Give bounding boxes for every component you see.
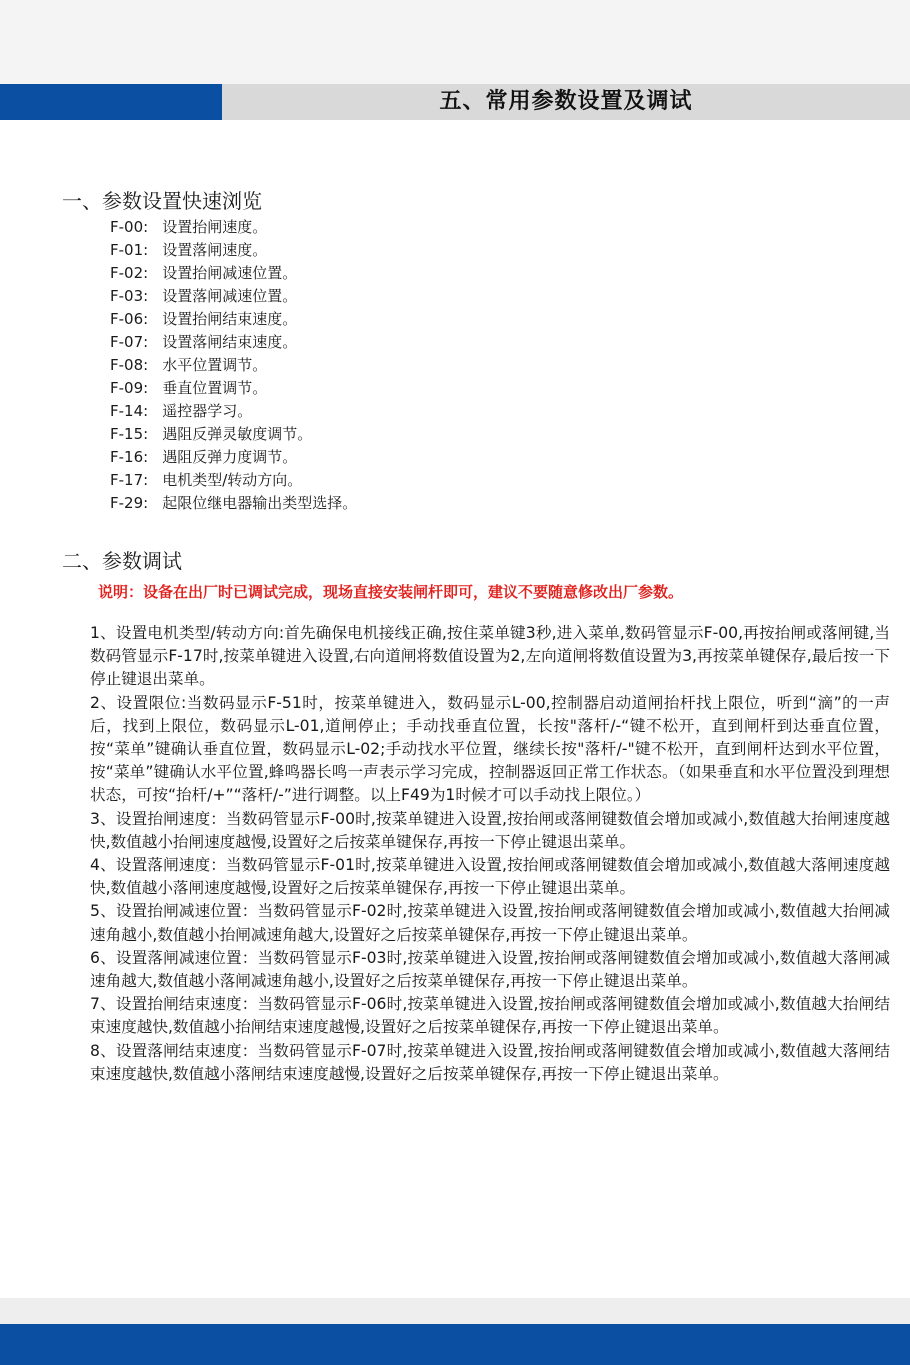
top-stripe (0, 0, 910, 84)
param-item (110, 239, 357, 262)
param-item (110, 400, 357, 423)
param-item (110, 469, 357, 492)
step-paragraph: 8、设置落闸结束速度：当数码管显示F-07时,按菜单键进入设置,按抬闸或落闸键数值会增加或减小,数值越大落闸结束速度越快,数值越小落闸结束速度越慢,设置好之后按菜单键保存,再按一下停止键退出菜单。 (90, 1041, 890, 1083)
notice-text: 说明：设备在出厂时已调试完成，现场直接安装闸杆即可，建议不要随意修改出厂参数。 (98, 583, 684, 601)
param-desc: 水平位置调节。 (162, 356, 268, 374)
param-desc: 电机类型/转动方向。 (162, 471, 303, 489)
param-code: F-08: (110, 356, 149, 374)
param-code: F-17: (110, 471, 149, 489)
param-desc: 设置落闸速度。 (162, 241, 268, 259)
step-paragraph: 1、设置电机类型/转动方向:首先确保电机接线正确,按住菜单键3秒,进入菜单,数码管显示F-00,再按抬闸或落闸键,当数码管显示F-17时,按菜单键进入设置,右向道闸将数值设置为2,左向道闸将数值设置为3,再按菜单键保存,最后按一下停止键退出菜单。 (90, 624, 890, 689)
section-heading-quick-browse: 一、参数设置快速浏览 (62, 189, 262, 213)
param-item (110, 446, 357, 469)
param-item (110, 377, 357, 400)
param-list (110, 216, 357, 515)
param-desc: 设置落闸减速位置。 (162, 287, 298, 305)
step-paragraph: 2、设置限位:当数码显示F-51时，按菜单键进入，数码显示L-00,控制器启动道闸抬杆找上限位，听到“滴”的一声后，找到上限位，数码显示L-01,道闸停止；手动找垂直位置，长按"落杆/-“键不松开，直到闸杆到达垂直位置，按“菜单”键确认垂直位置，数码显示L-02;手动找水平位置，继续长按"落杆/-"键不松开，直到闸杆达到水平位置，按“菜单”键确认水平位置,蜂鸣器长鸣一声表示学习完成，控制器返回正常工作状态。（如果垂直和水平位置没到理想状态，可按“抬杆/+”“落杆/-”进行调整。以上F49为1时候才可以手动找上限位。） (90, 693, 890, 805)
param-desc: 设置抬闸结束速度。 (162, 310, 298, 328)
param-item (110, 308, 357, 331)
header-blue-bar (0, 84, 222, 120)
param-desc: 遇阻反弹灵敏度调节。 (162, 425, 313, 443)
param-item (110, 216, 357, 239)
step-paragraph: 5、设置抬闸减速位置：当数码管显示F-02时,按菜单键进入设置,按抬闸或落闸键数值会增加或减小,数值越大抬闸减速角越小,数值越小抬闸减速角越大,设置好之后按菜单键保存,再按一下停止键退出菜单。 (90, 902, 890, 944)
param-code: F-02: (110, 264, 149, 282)
steps-body (90, 622, 890, 1086)
step-paragraph: 3、设置抬闸速度：当数码管显示F-00时,按菜单键进入设置,按抬闸或落闸键数值会增加或减小,数值越大抬闸速度越快,数值越小抬闸速度越慢,设置好之后按菜单键保存,再按一下停止键退出菜单。 (90, 809, 890, 851)
param-item (110, 262, 357, 285)
param-code: F-07: (110, 333, 149, 351)
param-item (110, 285, 357, 308)
param-code: F-03: (110, 287, 149, 305)
step-paragraph: 6、设置落闸减速位置：当数码管显示F-03时,按菜单键进入设置,按抬闸或落闸键数值会增加或减小,数值越大落闸减速角越大,数值越小落闸减速角越小,设置好之后按菜单键保存,再按一下停止键退出菜单。 (90, 948, 890, 991)
param-desc: 起限位继电器输出类型选择。 (162, 494, 358, 512)
param-code: F-14: (110, 402, 149, 420)
param-desc: 设置抬闸减速位置。 (162, 264, 298, 282)
page-title: 五、常用参数设置及调试 (439, 89, 693, 114)
param-code: F-16: (110, 448, 149, 466)
param-code: F-29: (110, 494, 149, 512)
param-item (110, 492, 357, 515)
param-desc: 遇阻反弹力度调节。 (162, 448, 298, 466)
param-code: F-15: (110, 425, 149, 443)
section-heading-param-debug: 二、参数调试 (62, 549, 182, 573)
param-code: F-01: (110, 241, 149, 259)
param-item (110, 331, 357, 354)
step-paragraph: 7、设置抬闸结束速度：当数码管显示F-06时,按菜单键进入设置,按抬闸或落闸键数值会增加或减小,数值越大抬闸结束速度越快,数值越小抬闸结束速度越慢,设置好之后按菜单键保存,再按一下停止键退出菜单。 (90, 995, 890, 1037)
param-item (110, 354, 357, 377)
param-item (110, 423, 357, 446)
step-paragraph: 4、设置落闸速度：当数码管显示F-01时,按菜单键进入设置,按抬闸或落闸键数值会增加或减小,数值越大落闸速度越快,数值越小落闸速度越慢,设置好之后按菜单键保存,再按一下停止键退出菜单。 (90, 856, 890, 898)
param-desc: 设置落闸结束速度。 (162, 333, 298, 351)
footer-blue-bar (0, 1324, 910, 1365)
param-code: F-00: (110, 218, 149, 236)
param-code: F-09: (110, 379, 149, 397)
footer-light-stripe (0, 1298, 910, 1324)
param-code: F-06: (110, 310, 149, 328)
param-desc: 垂直位置调节。 (162, 379, 268, 397)
param-desc: 设置抬闸速度。 (162, 218, 268, 236)
param-desc: 遥控器学习。 (162, 402, 253, 420)
